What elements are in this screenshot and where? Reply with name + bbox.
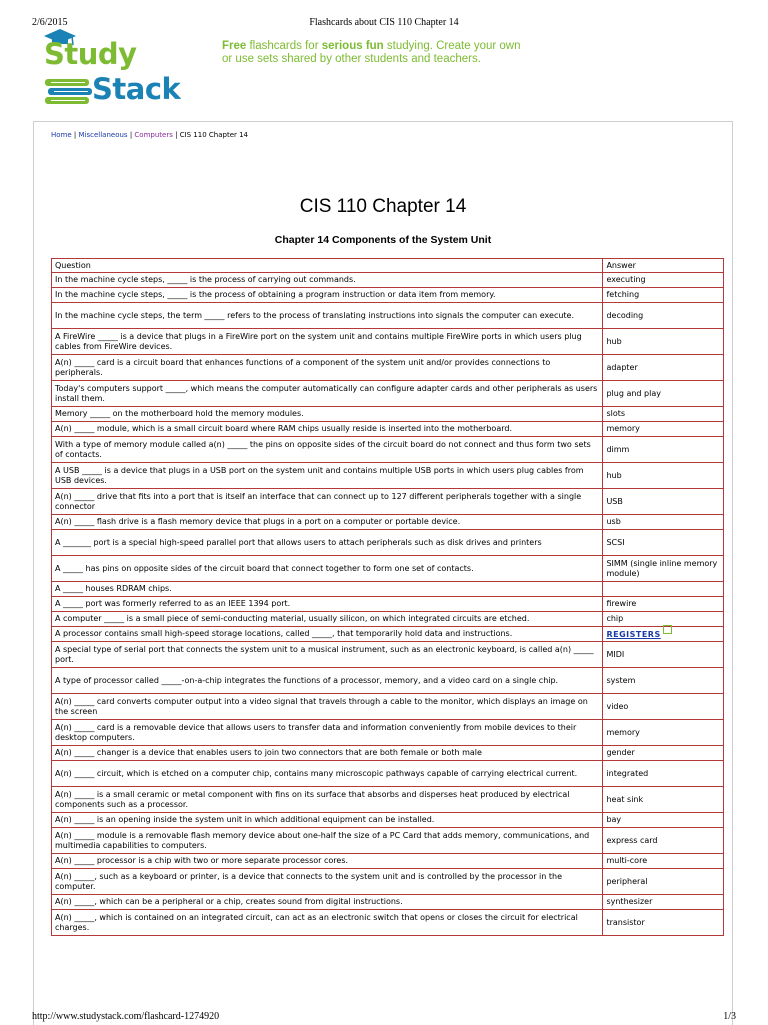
external-link-icon [663,625,672,634]
answer-cell: SCSI [603,530,724,556]
answer-cell [603,582,724,597]
flashcard-row [52,787,724,813]
flashcard-row [52,582,724,597]
answer-cell: hub [603,329,724,355]
flashcard-row [52,869,724,895]
column-header-answer: Answer [603,259,724,273]
breadcrumb [51,131,248,139]
flashcard-row [52,668,724,694]
answer-cell: system [603,668,724,694]
question-cell: A(n) _____ module, which is a small circuit board where RAM chips usually reside is inserted into the motherboard. [52,422,603,437]
flashcard-row [52,627,724,642]
breadcrumb-miscellaneous[interactable]: Miscellaneous [78,131,128,139]
flashcard-rows [52,273,724,936]
question-cell: A(n) _____ is a small ceramic or metal component with fins on its surface that absorbs and disperses heat produced by electrical components such as a processor. [52,787,603,813]
answer-cell: gender [603,746,724,761]
print-header [0,0,768,26]
question-cell: A(n) _____ is an opening inside the system unit in which additional equipment can be installed. [52,813,603,828]
print-page-number: 1/3 [723,1011,736,1022]
question-cell: A(n) _____ card is a circuit board that enhances functions of a component of the system unit and/or provides connections to peripherals. [52,355,603,381]
page-subtitle: Chapter 14 Components of the System Unit [274,234,492,246]
flashcard-row [52,895,724,910]
question-cell: A(n) _____, which can be a peripheral or a chip, creates sound from digital instructions. [52,895,603,910]
question-cell: A FireWire _____ is a device that plugs in a FireWire port on the system unit and contains multiple FireWire ports in which users plug cables from FireWire devices. [52,329,603,355]
question-cell: A computer _____ is a small piece of semi-conducting material, usually silicon, on which integrated circuits are etched. [52,612,603,627]
flashcard-row [52,288,724,303]
flashcard-row [52,407,724,422]
answer-cell: memory [603,720,724,746]
question-cell: A(n) _____ drive that fits into a port that is itself an interface that can connect up to 127 different peripherals together with a single connector [52,489,603,515]
flashcard-row [52,381,724,407]
flashcard-row [52,828,724,854]
question-cell: A(n) _____ card converts computer output into a video signal that travels through a cable to the monitor, which displays an image on the screen [52,694,603,720]
answer-cell: bay [603,813,724,828]
question-cell: A processor contains small high-speed storage locations, called _____, that temporarily hold data and instructions. [52,627,603,642]
breadcrumb-home[interactable]: Home [51,131,72,139]
answer-cell: dimm [603,437,724,463]
flashcard-row [52,303,724,329]
flashcard-row [52,854,724,869]
tagline-part2: studying. Create your own or use sets shared by other students and teachers. [222,40,521,65]
logo-stack-text: Stack [92,72,181,106]
answer-link[interactable]: REGISTERS [606,630,661,639]
answer-cell: video [603,694,724,720]
flashcard-row [52,329,724,355]
answer-cell: SIMM (single inline memory module) [603,556,724,582]
page-title: CIS 110 Chapter 14 [299,196,467,217]
answer-cell: MIDI [603,642,724,668]
answer-cell: executing [603,273,724,288]
answer-cell: plug and play [603,381,724,407]
flashcard-row [52,463,724,489]
book-stack-icon [45,79,93,105]
answer-cell: slots [603,407,724,422]
answer-cell: firewire [603,597,724,612]
breadcrumb-computers[interactable]: Computers [134,131,173,139]
question-cell: A(n) _____, which is contained on an integrated circuit, can act as an electronic switch that opens or closes the circuit for electrical charges. [52,910,603,936]
print-title: Flashcards about CIS 110 Chapter 14 [309,17,459,28]
flashcard-row [52,694,724,720]
tagline-free: Free [222,40,247,52]
flashcard-row [52,720,724,746]
flashcard-row [52,813,724,828]
flashcard-table [51,258,724,936]
flashcard-row [52,612,724,627]
question-cell: A type of processor called _____-on-a-chip integrates the functions of a processor, memory, and a video card on a single chip. [52,668,603,694]
question-cell: A special type of serial port that connects the system unit to a musical instrument, such as an electronic keyboard, is called a(n) _____ port. [52,642,603,668]
tagline-part1: flashcards for [246,40,322,52]
breadcrumb-current: CIS 110 Chapter 14 [179,131,249,139]
question-cell: A(n) _____ module is a removable flash memory device about one-half the size of a PC Card that adds memory, communications, and multimedia capabilities to computers. [52,828,603,854]
breadcrumb-separator: | [175,131,180,139]
answer-cell: hub [603,463,724,489]
column-header-question: Question [52,259,603,273]
main-content [33,121,733,1025]
flashcard-row [52,437,724,463]
question-cell: A _____ port was formerly referred to as an IEEE 1394 port. [52,597,603,612]
studystack-logo[interactable] [38,33,210,111]
question-cell: A(n) _____ circuit, which is etched on a computer chip, contains many microscopic pathways capable of carrying electrical current. [52,761,603,787]
answer-cell: chip [603,612,724,627]
answer-cell: fetching [603,288,724,303]
flashcard-row [52,530,724,556]
breadcrumb-separator: | [73,131,79,139]
question-cell: A(n) _____, such as a keyboard or printer, is a device that connects to the system unit and is controlled by the processor in the computer. [52,869,603,895]
answer-cell: memory [603,422,724,437]
logo-study-text: Study [44,37,137,71]
flashcard-row [52,489,724,515]
answer-cell: adapter [603,355,724,381]
answer-cell: integrated [603,761,724,787]
question-cell: In the machine cycle steps, _____ is the process of obtaining a program instruction or data item from memory. [52,288,603,303]
answer-cell: heat sink [603,787,724,813]
question-cell: Memory _____ on the motherboard hold the memory modules. [52,407,603,422]
flashcard-row [52,515,724,530]
flashcard-row [52,761,724,787]
answer-cell: decoding [603,303,724,329]
question-cell: A(n) _____ flash drive is a flash memory device that plugs in a port on a computer or portable device. [52,515,603,530]
question-cell: A _____ has pins on opposite sides of the circuit board that connect together to form one set of contacts. [52,556,603,582]
question-cell: With a type of memory module called a(n) _____ the pins on opposite sides of the circuit board do not connect and thus form two sets of contacts. [52,437,603,463]
flashcard-row [52,556,724,582]
flashcard-row [52,273,724,288]
flashcard-row [52,597,724,612]
question-cell: Today's computers support _____, which means the computer automatically can configure adapter cards and other peripherals as users install them. [52,381,603,407]
tagline-serious-fun: serious fun [321,40,384,52]
breadcrumb-separator: | [129,131,135,139]
answer-cell: USB [603,489,724,515]
question-cell: A _______ port is a special high-speed parallel port that allows users to attach peripherals such as disk drives and printers [52,530,603,556]
question-cell: A(n) _____ card is a removable device that allows users to transfer data and information conveniently from mobile devices to their desktop computers. [52,720,603,746]
answer-cell: peripheral [603,869,724,895]
flashcard-row [52,355,724,381]
site-tagline [222,40,522,66]
question-cell: In the machine cycle steps, _____ is the process of carrying out commands. [52,273,603,288]
flashcard-row [52,422,724,437]
question-cell: A(n) _____ processor is a chip with two or more separate processor cores. [52,854,603,869]
question-cell: In the machine cycle steps, the term _____ refers to the process of translating instructions into signals the computer can execute. [52,303,603,329]
answer-cell: express card [603,828,724,854]
question-cell: A(n) _____ changer is a device that enables users to join two connectors that are both female or both male [52,746,603,761]
print-date: 2/6/2015 [32,17,68,28]
question-cell: A _____ houses RDRAM chips. [52,582,603,597]
answer-cell [603,627,724,642]
answer-cell: synthesizer [603,895,724,910]
print-url: http://www.studystack.com/flashcard-1274920 [32,1011,220,1022]
answer-cell: multi-core [603,854,724,869]
answer-cell: usb [603,515,724,530]
flashcard-row [52,910,724,936]
flashcard-row [52,746,724,761]
answer-cell: transistor [603,910,724,936]
flashcard-row [52,642,724,668]
question-cell: A USB _____ is a device that plugs in a USB port on the system unit and contains multiple USB ports in which users plug cables from USB devices. [52,463,603,489]
